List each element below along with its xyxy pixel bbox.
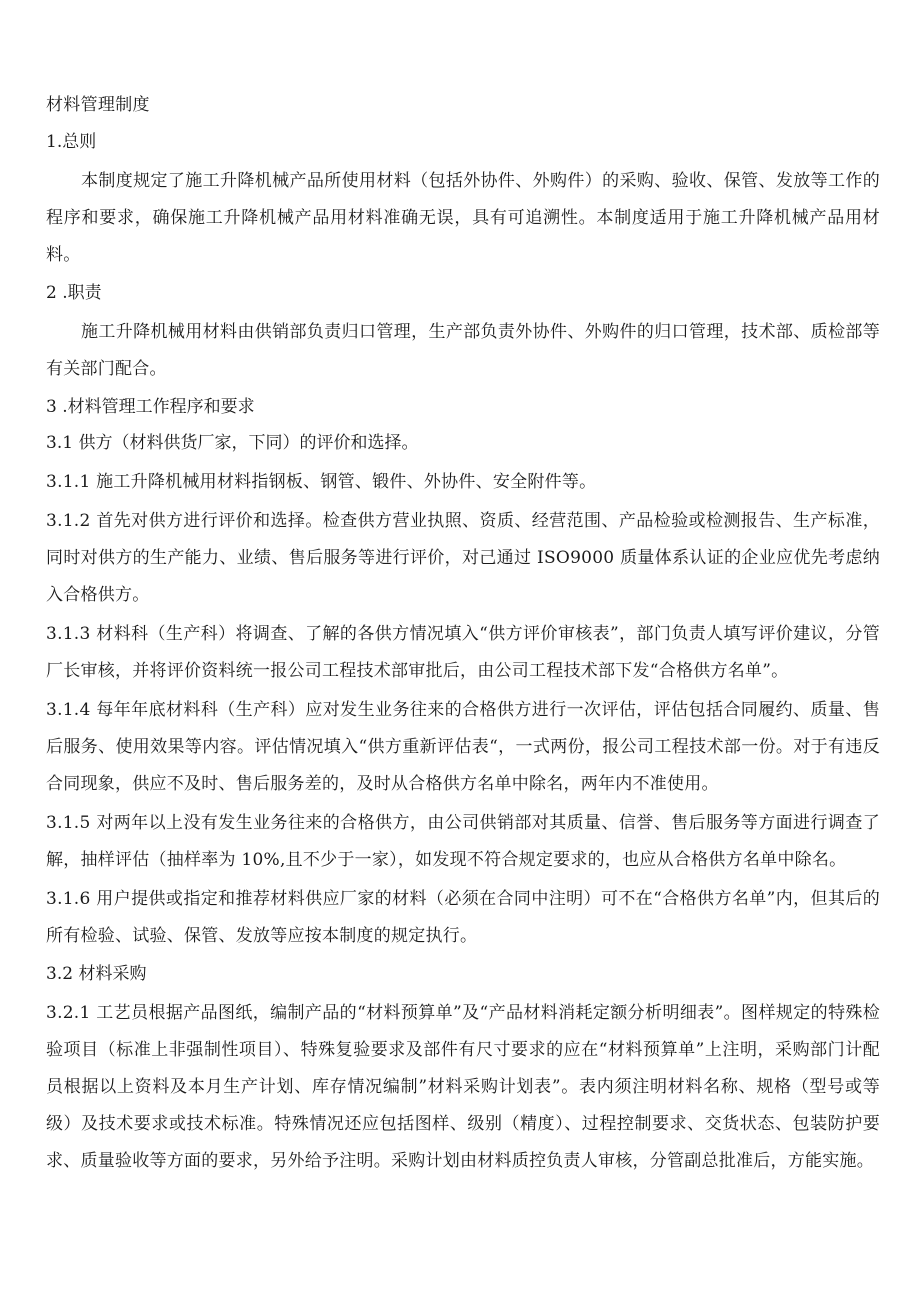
clause-3-1-3: 3.1.3 材料科（生产科）将调查、了解的各供方情况填入“供方评价审核表”，部门负责人填写评价建议，分管厂长审核，并将评价资料统一报公司工程技术部审批后，由公司工程技术部下发“合格供方名单”。 — [46, 624, 880, 681]
paragraph-duties: 施工升降机械用材料由供销部负责归口管理，生产部负责外协件、外购件的归口管理，技术部、质检部等有关部门配合。 — [46, 322, 880, 379]
section-heading-duties: 2 .职责 — [46, 283, 102, 303]
section-heading-general: 1.总则 — [46, 132, 97, 152]
clause-3-1-1: 3.1.1 施工升降机械用材料指钢板、钢管、锻件、外协件、安全附件等。 — [46, 472, 597, 492]
clause-3-1-6: 3.1.6 用户提供或指定和推荐材料供应厂家的材料（必须在合同中注明）可不在“合格供方名单”内，但其后的所有检验、试验、保管、发放等应按本制度的规定执行。 — [46, 889, 880, 946]
clause-3-1-2: 3.1.2 首先对供方进行评价和选择。检查供方营业执照、资质、经营范围、产品检验或检测报告、生产标准，同时对供方的生产能力、业绩、售后服务等进行评价，对己通过 ISO9000 质量体系认证的企业应优先考虑纳入合格供方。 — [46, 511, 880, 605]
section-heading-procedures: 3 .材料管理工作程序和要求 — [46, 397, 255, 417]
clause-3-2-1: 3.2.1 工艺员根据产品图纸，编制产品的“材料预算单”及“产品材料消耗定额分析明细表”。图样规定的特殊检验项目（标准上非强制性项目）、特殊复验要求及部件有尺寸要求的应在“材料预算单”上注明，采购部门计配员根据以上资料及本月生产计划、库存情况编制”材料采购计划表”。表内须注明材料名称、规格（型号或等级）及技术要求或技术标准。特殊情况还应包括图样、级别（精度）、过程控制要求、交货状态、包装防护要求、质量验收等方面的要求，另外给予注明。采购计划由材料质控负责人审核，分管副总批准后，方能实施。 — [46, 1003, 880, 1171]
clause-3-1-5: 3.1.5 对两年以上没有发生业务往来的合格供方，由公司供销部对其质量、信誉、售后服务等方面进行调查了解，抽样评估（抽样率为 10%,且不少于一家），如发现不符合规定要求的，也应从合格供方名单中除名。 — [46, 813, 880, 870]
document-title: 材料管理制度 — [46, 95, 150, 115]
paragraph-general: 本制度规定了施工升降机械产品所使用材料（包括外协件、外购件）的采购、验收、保管、发放等工作的程序和要求，确保施工升降机械产品用材料准确无误，具有可追溯性。本制度适用于施工升降机械产品用材料。 — [46, 171, 880, 265]
clause-3-1-4: 3.1.4 每年年底材料科（生产科）应对发生业务往来的合格供方进行一次评估，评估包括合同履约、质量、售后服务、使用效果等内容。评估情况填入“供方重新评估表“，一式两份，报公司工程技术部一份。对于有违反合同现象，供应不及时、售后服务差的，及时从合格供方名单中除名，两年内不准使用。 — [46, 700, 880, 794]
subsection-heading-3-2: 3.2 材料采购 — [46, 964, 147, 984]
subsection-heading-3-1: 3.1 供方（材料供货厂家，下同）的评价和选择。 — [46, 433, 419, 453]
document-body — [46, 93, 880, 1182]
